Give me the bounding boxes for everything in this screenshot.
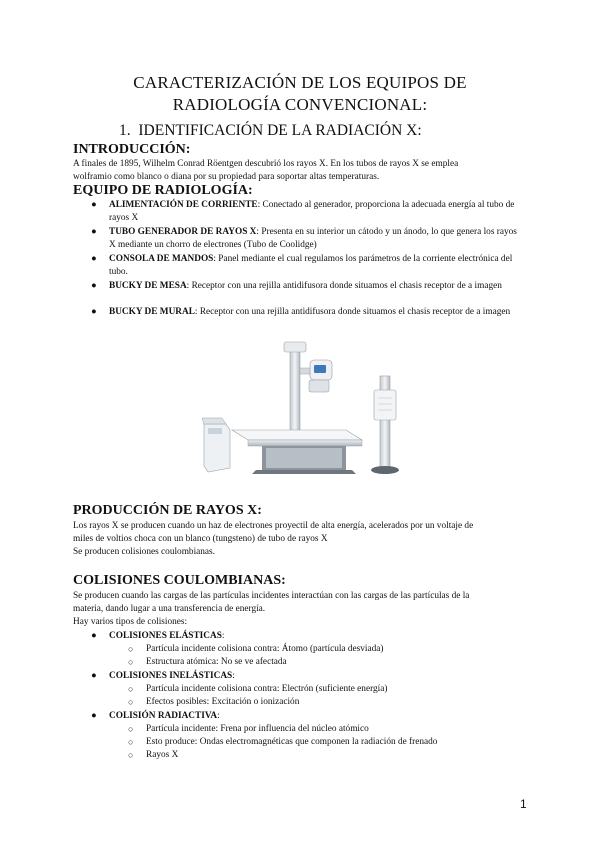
collision-sublist xyxy=(128,683,387,709)
section-number: 1. xyxy=(119,122,131,139)
item-text: : Receptor con una rejilla antidifusora donde situamos el chasis receptor de a imagen xyxy=(194,307,511,317)
page-number: 1 xyxy=(520,797,527,811)
intro-heading: INTRODUCCIÓN: xyxy=(73,142,191,157)
item-text: : Panel mediante el cual regulamos los parámetros de la corriente electrónica del tubo. xyxy=(109,254,513,277)
document-title xyxy=(60,72,540,116)
item-term: CONSOLA DE MANDOS xyxy=(109,254,214,264)
collisions-line-2: materia, dando lugar a una transferencia de energía. xyxy=(73,604,266,614)
list-item: ● TUBO GENERADOR DE RAYOS X: Presenta en su interior un cátodo y un ánodo, lo que genera los rayos X mediante un chorro de electrones (Tubo de Coolidge) xyxy=(91,227,517,250)
list-item: ○ Partícula incidente colisiona contra: Átomo (partícula desviada) xyxy=(128,644,384,654)
list-item: ○ Efectos posibles: Excitación o ionización xyxy=(128,697,300,707)
equipment-heading: EQUIPO DE RADIOLOGÍA: xyxy=(73,183,253,198)
list-item: ○ Partícula incidente: Frena por influencia del núcleo atómico xyxy=(128,724,369,734)
list-item: ○ Partícula incidente colisiona contra: Electrón (suficiente energía) xyxy=(128,684,388,694)
section-title: IDENTIFICACIÓN DE LA RADIACIÓN X: xyxy=(138,122,422,139)
section-1-heading xyxy=(119,122,422,140)
item-term: TUBO GENERADOR DE RAYOS X xyxy=(109,227,257,237)
intro-line-1: A finales de 1895, Wilhelm Conrad Röentgen descubrió los rayos X. En los tubos de rayos X se emplea xyxy=(73,159,459,169)
item-text: : Conectado al generador, proporciona la adecuada energía al tubo de rayos X xyxy=(109,200,515,223)
collisions-heading: COLISIONES COULOMBIANAS: xyxy=(73,573,286,588)
collision-type: COLISIÓN RADIACTIVA xyxy=(109,711,218,721)
collision-sublist xyxy=(128,643,384,669)
collision-type: COLISIONES INELÁSTICAS xyxy=(109,671,233,681)
production-line-1: Los rayos X se producen cuando un haz de electrones proyectil de alta energía, acelerados por un voltaje de xyxy=(73,521,474,531)
xray-equipment-image xyxy=(196,338,410,478)
item-term: BUCKY DE MURAL xyxy=(109,307,195,317)
list-item: ○ Esto produce: Ondas electromagnéticas que componen la radiación de frenado xyxy=(128,737,438,747)
list-item: ● COLISIONES ELÁSTICAS: xyxy=(91,631,225,641)
production-line-2: miles de voltios choca con un blanco (tungsteno) de tubo de rayos X xyxy=(73,534,328,544)
intro-line-2: wolframio como blanco o diana por su propiedad para soportar altas temperaturas. xyxy=(73,172,380,182)
list-item: ● CONSOLA DE MANDOS: Panel mediante el cual regulamos los parámetros de la corriente electrónica del tubo. xyxy=(91,254,513,277)
list-item: ● COLISIONES INELÁSTICAS: xyxy=(91,671,235,681)
item-term: BUCKY DE MESA xyxy=(109,281,187,291)
list-item: ● ALIMENTACIÓN DE CORRIENTE: Conectado al generador, proporciona la adecuada energía al tubo de rayos X xyxy=(91,200,515,223)
title-line-2: RADIOLOGÍA CONVENCIONAL: xyxy=(172,95,428,114)
item-text: : Presenta en su interior un cátodo y un ánodo, lo que genera los rayos X mediante un chorro de electrones (Tubo de Coolidge) xyxy=(109,227,517,250)
collisions-line-3: Hay varios tipos de colisiones: xyxy=(73,617,188,627)
item-text: : Receptor con una rejilla antidifusora donde situamos el chasis receptor de a imagen xyxy=(186,281,502,291)
title-line-1: CARACTERIZACIÓN DE LOS EQUIPOS DE xyxy=(133,73,467,92)
list-item: ● BUCKY DE MURAL: Receptor con una rejilla antidifusora donde situamos el chasis receptor de a imagen xyxy=(91,307,511,317)
production-line-3: Se producen colisiones coulombianas. xyxy=(73,547,216,557)
collisions-line-1: Se producen cuando las cargas de las partículas incidentes interactúan con las cargas de las partículas de la xyxy=(73,591,470,601)
list-item: ○ Estructura atómica: No se ve afectada xyxy=(128,657,287,667)
list-item: ● COLISIÓN RADIACTIVA: xyxy=(91,711,220,721)
collision-type: COLISIONES ELÁSTICAS xyxy=(109,631,222,641)
production-heading: PRODUCCIÓN DE RAYOS X: xyxy=(73,503,262,518)
list-item: ○ Rayos X xyxy=(128,750,179,760)
collision-sublist xyxy=(128,723,437,762)
item-term: ALIMENTACIÓN DE CORRIENTE xyxy=(109,200,258,210)
list-item: ● BUCKY DE MESA: Receptor con una rejilla antidifusora donde situamos el chasis receptor de a imagen xyxy=(91,281,502,291)
